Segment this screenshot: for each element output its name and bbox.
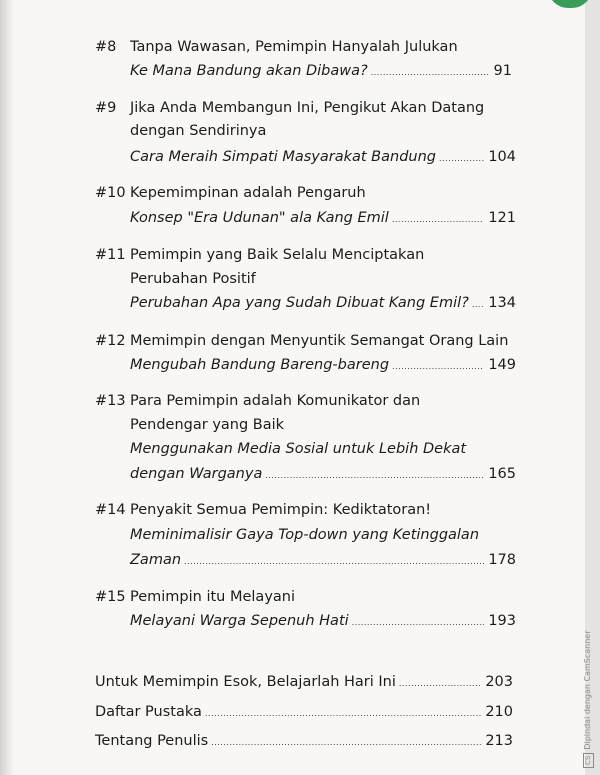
chapter-number: #14 — [95, 502, 126, 518]
leader-dots — [211, 739, 481, 747]
back-matter-row — [95, 673, 513, 691]
chapter-title: Pemimpin yang Baik Selalu Menciptakan — [130, 247, 425, 263]
leader-dots — [265, 472, 484, 480]
chapter-subtitle-row — [130, 148, 516, 166]
chapter-title-continued: Perubahan Positif — [130, 271, 256, 287]
chapter-subtitle-row — [130, 62, 512, 80]
chapter-title-continued: dengan Sendirinya — [130, 123, 267, 139]
scanner-watermark — [583, 630, 594, 768]
chapter-subtitle: Cara Meraih Simpati Masyarakat Bandung — [130, 149, 436, 165]
chapter-number: #13 — [95, 393, 126, 409]
chapter-subtitle: Ke Mana Bandung akan Dibawa? — [130, 63, 368, 79]
chapter-subtitle-row — [130, 294, 516, 312]
chapter-number: #9 — [95, 100, 117, 116]
chapter-title: Tanpa Wawasan, Pemimpin Hanyalah Julukan — [130, 39, 458, 55]
chapter-subtitle-row — [130, 356, 516, 374]
leader-dots — [439, 155, 484, 163]
page-number: 203 — [485, 674, 513, 690]
chapter-number: #15 — [95, 589, 126, 605]
page-number: 134 — [488, 295, 516, 311]
page-number: 210 — [485, 704, 513, 720]
chapter-title-continued: Pendengar yang Baik — [130, 417, 285, 433]
leader-dots — [392, 363, 484, 371]
page-number: 178 — [488, 552, 516, 568]
chapter-subtitle-continued: Zaman — [130, 552, 182, 568]
camscanner-icon: CS — [583, 753, 594, 768]
chapter-subtitle: Perubahan Apa yang Sudah Dibuat Kang Emil? — [130, 295, 469, 311]
chapter-subtitle-row — [130, 209, 516, 227]
chapter-subtitle-row — [130, 551, 516, 569]
chapter-subtitle: Mengubah Bandung Bareng-bareng — [130, 357, 390, 373]
page-number: 104 — [488, 149, 516, 165]
back-matter-title: Untuk Memimpin Esok, Belajarlah Hari Ini — [95, 674, 396, 690]
chapter-subtitle-row — [130, 465, 516, 483]
page-number: 193 — [488, 613, 516, 629]
chapter-number: #8 — [95, 39, 117, 55]
chapter-subtitle: Konsep "Era Udunan" ala Kang Emil — [130, 210, 389, 226]
leader-dots — [399, 680, 481, 688]
leader-dots — [352, 619, 485, 627]
chapter-title: Kepemimpinan adalah Pengaruh — [130, 185, 366, 201]
page-number: 91 — [493, 63, 512, 79]
chapter-subtitle: Melayani Warga Sepenuh Hati — [130, 613, 349, 629]
page-number: 149 — [488, 357, 516, 373]
chapter-title: Penyakit Semua Pemimpin: Kediktatoran! — [130, 502, 432, 518]
chapter-title: Para Pemimpin adalah Komunikator dan — [130, 393, 421, 409]
leader-dots — [392, 216, 485, 224]
back-matter-row — [95, 732, 513, 750]
chapter-number: #10 — [95, 185, 126, 201]
chapter-title: Memimpin dengan Menyuntik Semangat Orang Lain — [130, 333, 509, 349]
chapter-title: Jika Anda Membangun Ini, Pengikut Akan Datang — [130, 100, 485, 116]
chapter-number: #12 — [95, 333, 126, 349]
chapter-subtitle-row — [130, 612, 516, 630]
back-matter-row — [95, 703, 513, 721]
leader-dots — [184, 558, 484, 566]
chapter-subtitle: Meminimalisir Gaya Top-down yang Ketinggalan — [130, 527, 480, 543]
chapter-title: Pemimpin itu Melayani — [130, 589, 296, 605]
watermark-text: Dipindai dengan CamScanner — [583, 630, 592, 750]
leader-dots — [371, 69, 490, 77]
back-matter-title: Tentang Penulis — [95, 733, 209, 749]
page-number: 165 — [488, 466, 516, 482]
leader-dots — [472, 301, 484, 309]
page-number: 213 — [485, 733, 513, 749]
chapter-subtitle: Menggunakan Media Sosial untuk Lebih Dekat — [130, 441, 467, 457]
page-number: 121 — [488, 210, 516, 226]
chapter-number: #11 — [95, 247, 126, 263]
chapter-subtitle-continued: dengan Warganya — [130, 466, 263, 482]
leader-dots — [205, 710, 481, 718]
back-matter-title: Daftar Pustaka — [95, 704, 202, 720]
